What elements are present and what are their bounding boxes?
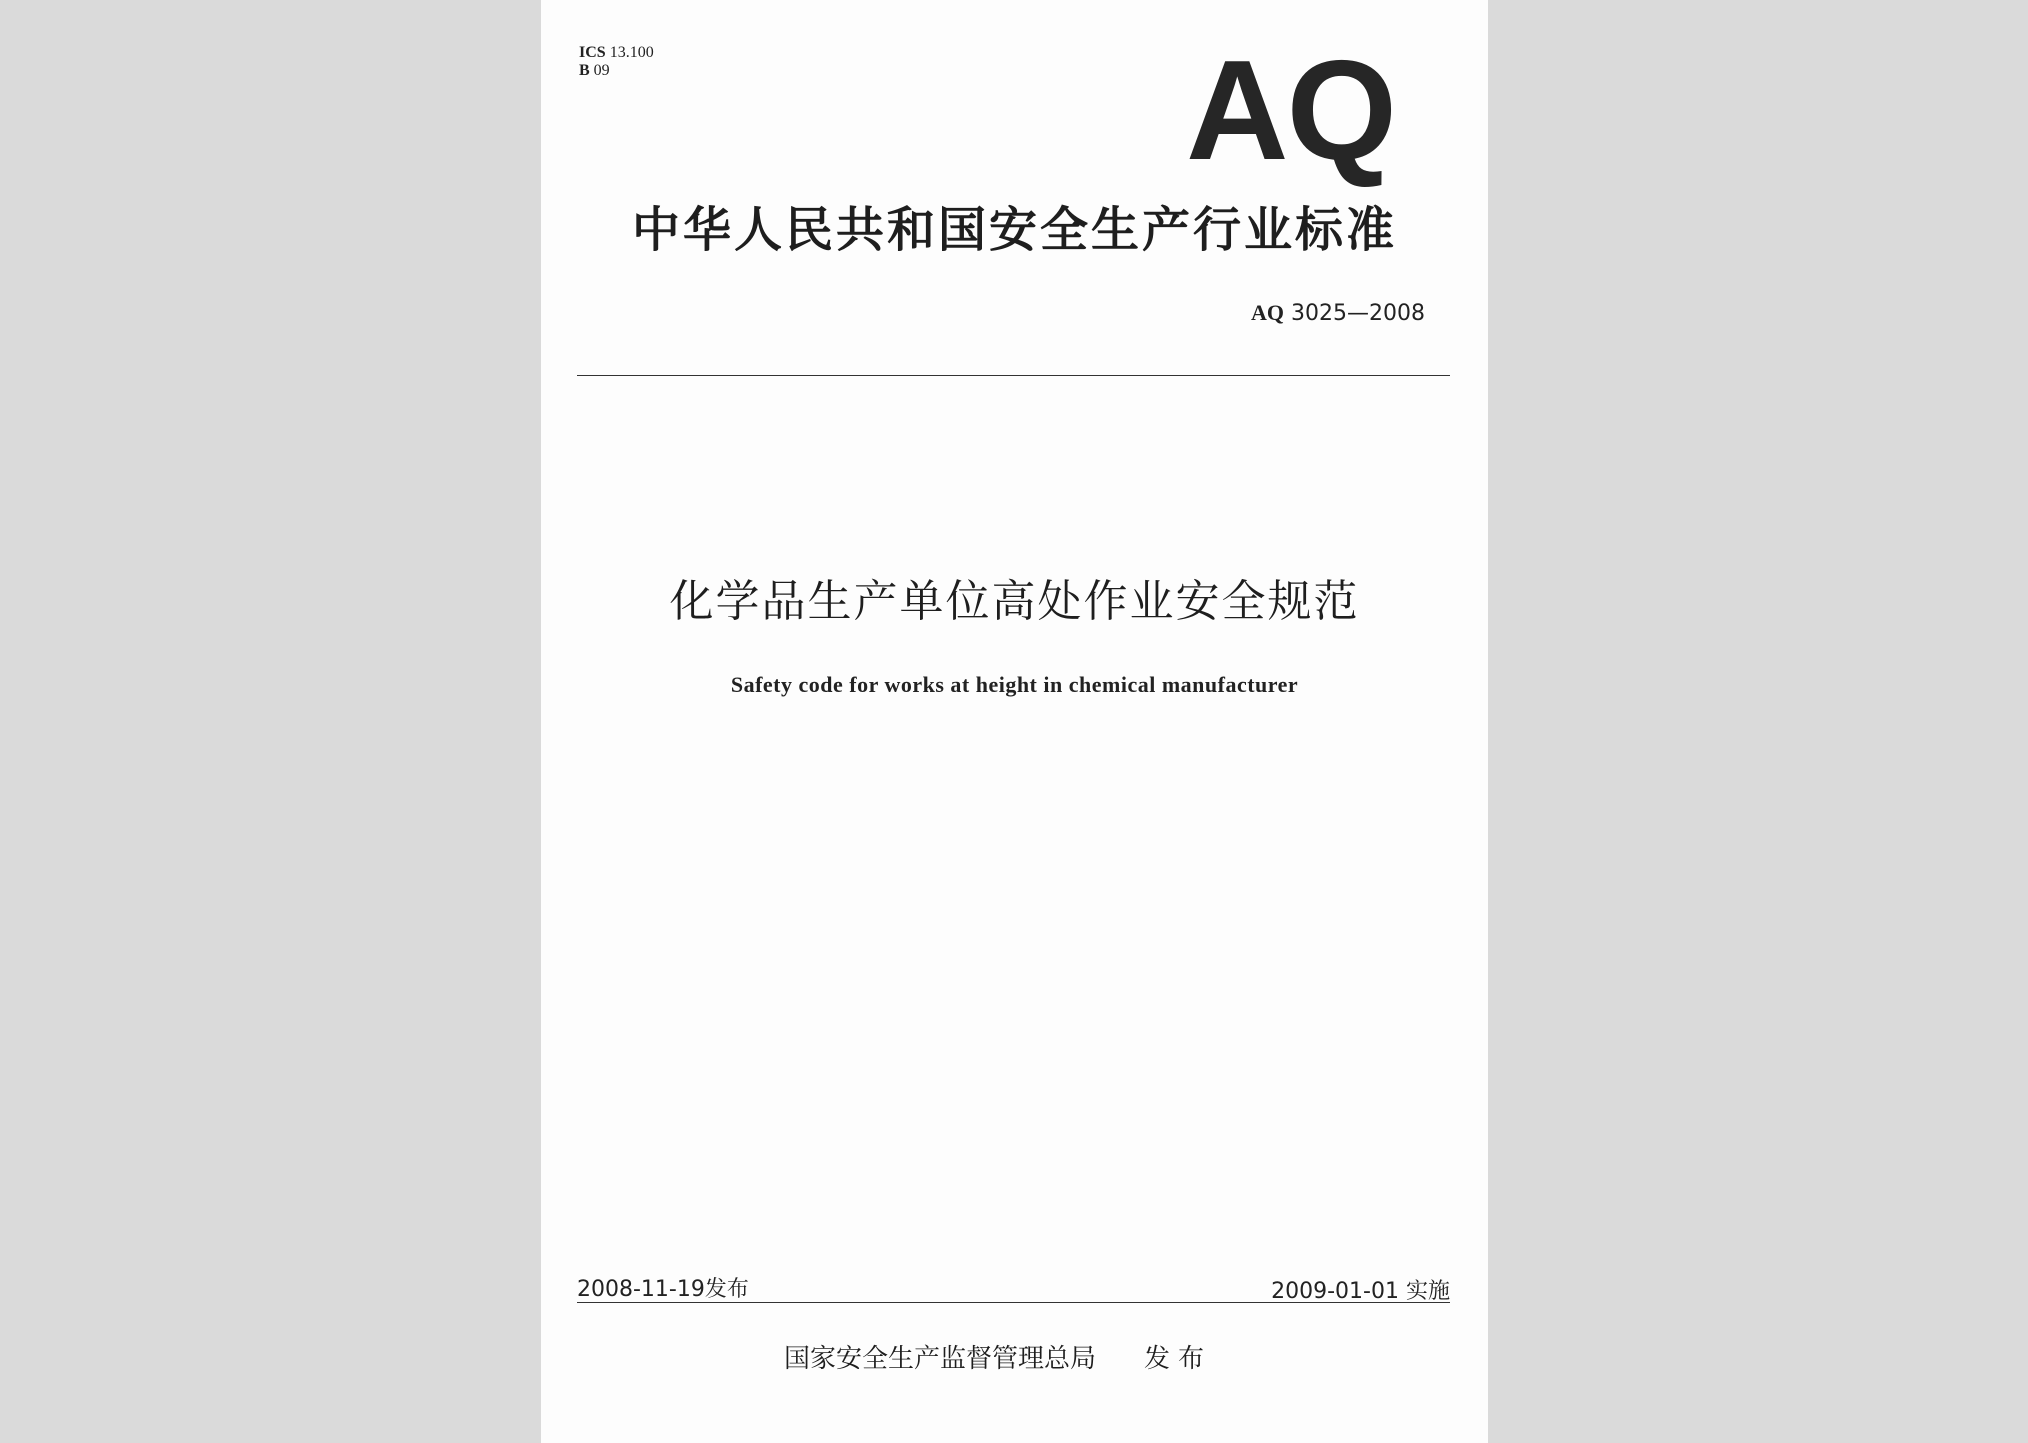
document-title-en: Safety code for works at height in chemical manufacturer <box>730 672 1299 697</box>
classification-codes <box>579 44 654 80</box>
implementation-date-value: 2009-01-01 <box>1271 1279 1399 1304</box>
standard-number-value: 3025—2008 <box>1291 301 1425 326</box>
ics-value: 13.100 <box>609 44 654 61</box>
standard-number <box>1251 300 1425 326</box>
header-divider <box>577 375 1450 376</box>
issue-date <box>577 1272 749 1303</box>
standard-number-prefix: AQ <box>1251 300 1285 325</box>
issue-date-label: 发布 <box>704 1277 749 1302</box>
standard-category-title: 中华人民共和国安全生产行业标准 <box>631 202 1397 258</box>
aq-logo: AQ <box>1186 31 1395 190</box>
issuer-verb: 发布 <box>1144 1344 1213 1374</box>
issue-date-value: 2008-11-19 <box>577 1277 705 1302</box>
standard-cover-page <box>541 0 1488 1443</box>
ccs-label: B <box>579 62 590 79</box>
implementation-date-label: 实施 <box>1405 1279 1450 1304</box>
ccs-code <box>579 62 654 80</box>
issuing-authority <box>784 1338 1212 1375</box>
issuer-name: 国家安全生产监督管理总局 <box>784 1344 1097 1374</box>
footer-divider <box>577 1302 1450 1303</box>
document-title-cn: 化学品生产单位高处作业安全规范 <box>669 576 1360 627</box>
ccs-value: 09 <box>593 62 610 79</box>
ics-label: ICS <box>579 44 606 61</box>
implementation-date <box>1271 1274 1450 1305</box>
ics-code <box>579 44 654 62</box>
